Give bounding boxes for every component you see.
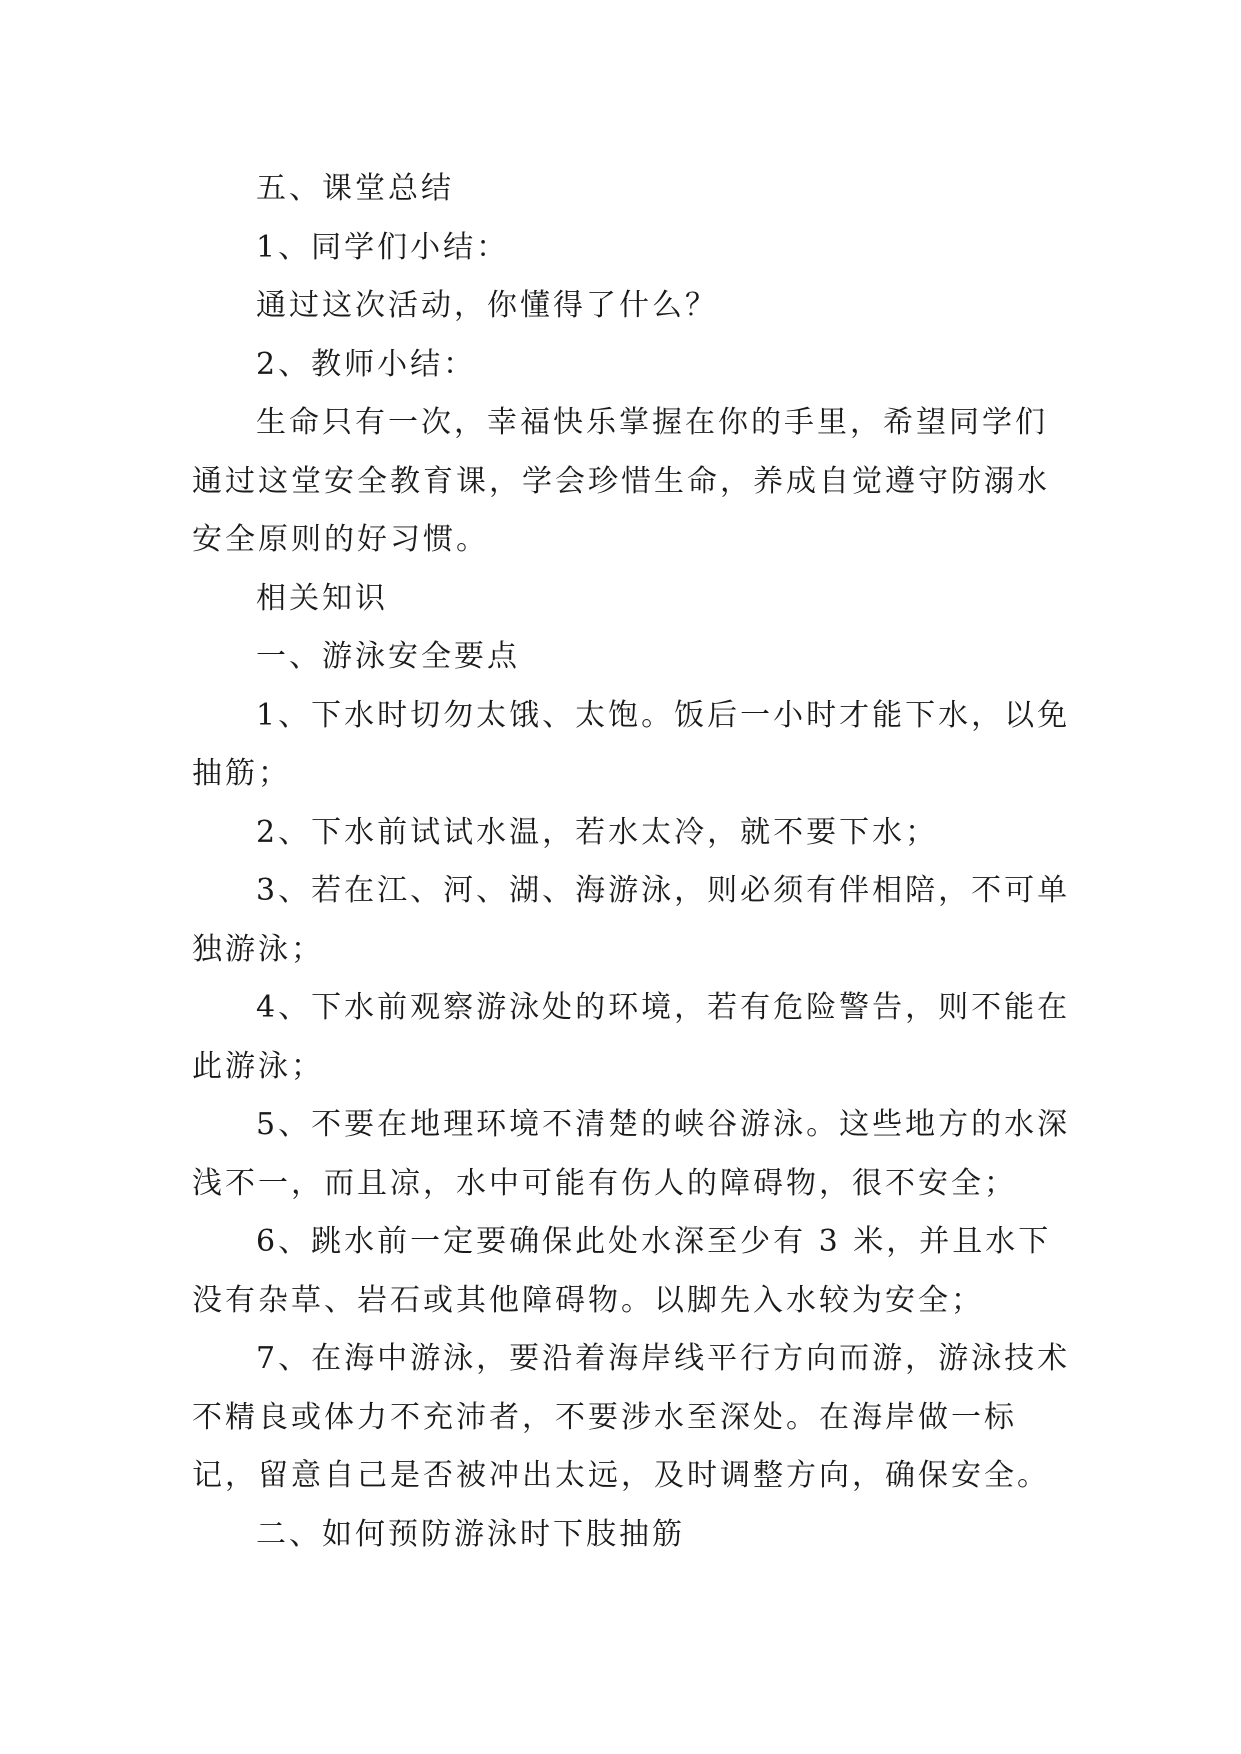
paragraph-question: 通过这次活动，你懂得了什么？ (256, 288, 718, 323)
section-heading-class-summary: 五、课堂总结 (256, 171, 454, 206)
list-item-5: 5、不要在地理环境不清楚的峡谷游泳。这些地方的水深浅不一，而且凉，水中可能有伤人的障碍物，很不安全； (192, 1107, 1071, 1201)
paragraph-teacher-summary: 生命只有一次，幸福快乐掌握在你的手里，希望同学们通过这堂安全教育课，学会珍惜生命，养成自觉遵守防溺水安全原则的好习惯。 (192, 405, 1050, 557)
subheading-swimming-safety: 一、游泳安全要点 (256, 639, 520, 674)
subheading-student-summary: 1、同学们小结： (256, 229, 510, 265)
subheading-prevent-cramps: 二、如何预防游泳时下肢抽筋 (256, 1516, 685, 1552)
list-item-3: 3、若在江、河、湖、海游泳，则必须有伴相陪，不可单独游泳； (192, 873, 1071, 967)
document-body (192, 160, 1072, 1564)
list-item-6: 6、跳水前一定要确保此处水深至少有 3 米，并且水下没有杂草、岩石或其他障碍物。以脚先入水较为安全； (192, 1224, 1052, 1318)
list-item-2: 2、下水前试试水温，若水太冷，就不要下水； (256, 814, 939, 850)
list-item-4: 4、下水前观察游泳处的环境，若有危险警告，则不能在此游泳； (192, 990, 1071, 1084)
section-heading-related-knowledge: 相关知识 (256, 580, 388, 616)
list-item-1: 1、下水时切勿太饿、太饱。饭后一小时才能下水，以免抽筋； (192, 697, 1071, 791)
list-item-7: 7、在海中游泳，要沿着海岸线平行方向而游，游泳技术不精良或体力不充沛者，不要涉水至深处。在海岸做一标记，留意自己是否被冲出太远，及时调整方向，确保安全。 (192, 1341, 1071, 1493)
subheading-teacher-summary: 2、教师小结： (256, 346, 477, 382)
